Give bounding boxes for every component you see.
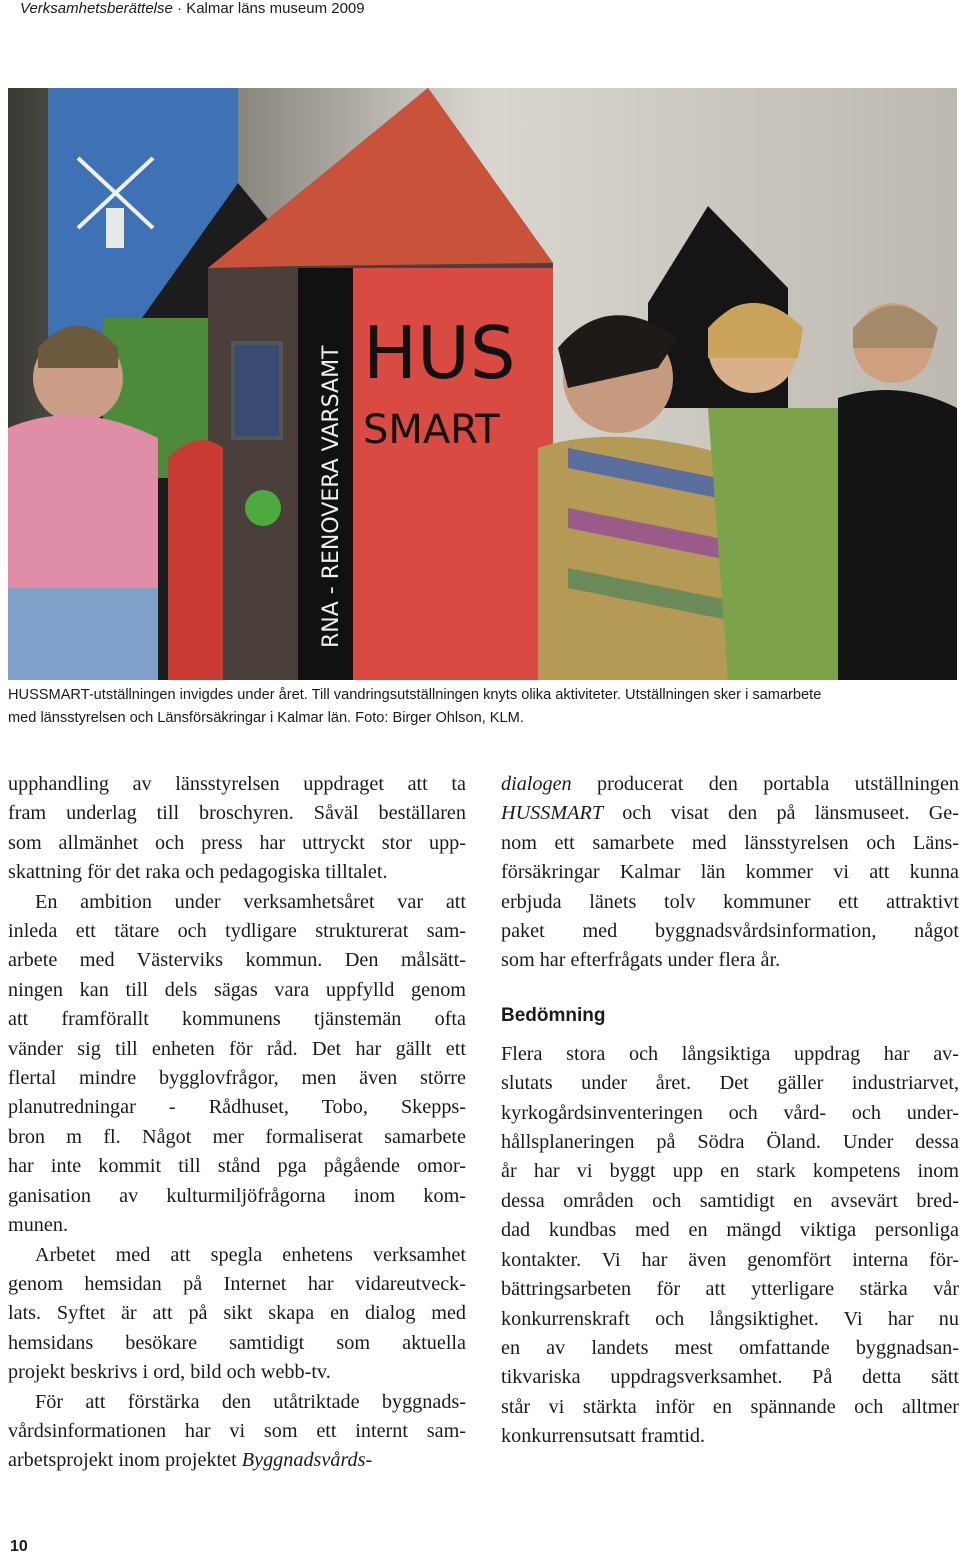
body-line: bron m fl. Något mer formaliserat samarbete	[8, 1125, 466, 1148]
body-line: en av landets mest omfattande byggnadsan-	[501, 1336, 959, 1359]
body-line: som har efterfrågats under flera år.	[501, 949, 781, 972]
body-line	[8, 1446, 466, 1475]
body-line: projekt beskrivs i ord, bild och webb-tv.	[8, 1361, 331, 1384]
body-line	[501, 770, 959, 799]
body-italic: Byggnadsvårds-	[241, 1449, 373, 1472]
green-badge	[245, 490, 281, 526]
body-line: kyrkogårdsinventeringen och vård- och under-	[501, 1101, 959, 1124]
right-column	[501, 770, 959, 1452]
body-line: konkurrensutsatt framtid.	[501, 1425, 706, 1448]
body-line: ganisation av kulturmiljöfrågorna inom kom-	[8, 1184, 466, 1207]
body-line: arbete med Västerviks kommun. Den målsätt-	[8, 949, 466, 972]
body-line: skattning för det raka och pedagogiska tilltalet.	[8, 861, 388, 884]
running-header	[20, 0, 365, 22]
header-separator: ·	[172, 0, 187, 17]
body-line: att framförallt kommunens tjänstemän ofta	[8, 1008, 466, 1031]
body-text: och visat den på länsmuseet. Ge-	[603, 802, 959, 825]
caption-line: med länsstyrelsen och Länsförsäkringar i Kalmar län. Foto: Birger Ohlson, KLM.	[8, 710, 524, 726]
section-heading: Bedömning	[501, 1004, 606, 1026]
sign-vertical: RNA - RENOVERA VARSAMT	[319, 345, 344, 648]
left-column	[8, 770, 466, 1476]
body-line: Arbetet med att spegla enhetens verksamhet	[35, 1243, 466, 1266]
photo-illustration	[8, 88, 957, 680]
body-line: som allmänhet och press har uttryckt stor upp-	[8, 831, 466, 854]
body-line	[501, 799, 959, 828]
body-line: nom ett samarbete med länsstyrelsen och Läns-	[501, 831, 959, 854]
body-italic: HUSSMART	[501, 802, 604, 825]
body-line: hemsidans besökare samtidigt som aktuella	[8, 1331, 466, 1354]
sign-smart: SMART	[363, 407, 500, 453]
page-number: 10	[10, 1538, 28, 1555]
body-line: genom hemsidan på Internet har vidareutveck-	[8, 1272, 466, 1295]
body-line: dad kundbas med en mängd viktiga personliga	[501, 1219, 959, 1242]
body-line: vänder sig till enheten för råd. Det har gällt ett	[8, 1037, 466, 1060]
body-line: En ambition under verksamhetsåret var att	[35, 890, 466, 913]
body-text: producerat den portabla utställningen	[571, 773, 959, 795]
body-line: kontakter. Vi har även genomfört interna för-	[501, 1248, 959, 1271]
body-line: paket med byggnadsvårdsinformation, något	[501, 920, 959, 943]
body-line: år har vi byggt upp en stark kompetens inom	[501, 1160, 959, 1183]
body-line: försäkringar Kalmar län kommer vi att kunna	[501, 861, 959, 884]
body-line: Flera stora och långsiktiga uppdrag har av-	[501, 1042, 959, 1065]
body-line: bättringsarbeten för att ytterligare stärka vår	[501, 1278, 959, 1301]
body-line: fram underlag till broschyren. Såväl beställaren	[8, 802, 466, 825]
body-line: tikvariska uppdragsverksamhet. På detta sätt	[501, 1366, 959, 1389]
body-line: inleda ett tätare och tydligare strukturerat sam-	[8, 920, 466, 943]
exhibition-photo	[8, 88, 957, 680]
body-line: erbjuda länets tolv kommuner ett attraktivt	[501, 890, 959, 913]
body-line: står vi stärkta inför en spännande och alltmer	[501, 1395, 959, 1418]
body-line: konkurrenskraft och långsiktighet. Vi har nu	[501, 1307, 959, 1330]
body-line: munen.	[8, 1214, 68, 1237]
body-line: slutats under året. Det gäller industriarvet,	[501, 1072, 959, 1095]
body-line: hållsplaneringen på Södra Öland. Under dessa	[501, 1131, 959, 1154]
visitor-red-shirt	[168, 440, 223, 680]
body-line: lats. Syftet är att på sikt skapa en dialog med	[8, 1302, 466, 1325]
sign-hus: HUS	[363, 311, 516, 395]
body-line: dessa områden och samtidigt en avsevärt bred-	[501, 1189, 959, 1212]
body-line: ningen kan till dels sägas vara uppfylld genom	[8, 978, 466, 1001]
photo-caption	[8, 684, 953, 730]
body-line: För att förstärka den utåtriktade byggnads-	[35, 1390, 466, 1413]
body-text: arbetsprojekt inom projektet	[8, 1449, 242, 1472]
body-line: upphandling av länsstyrelsen uppdraget att ta	[8, 773, 466, 795]
house-window	[233, 343, 281, 438]
body-italic: dialogen	[501, 773, 572, 795]
body-line: vårdsinformationen har vi som ett internt sam-	[8, 1419, 466, 1442]
header-series: Verksamhetsberättelse	[20, 0, 173, 17]
header-title: Kalmar läns museum 2009	[186, 0, 365, 17]
caption-line: HUSSMART-utställningen invigdes under året. Till vandringsutställningen knyts olika aktiviteter. Utställningen sker i samarbete	[8, 687, 822, 703]
body-line: planutredningar - Rådhuset, Tobo, Skepps-	[8, 1096, 466, 1119]
body-line: har inte kommit till stånd pga pågående omor-	[8, 1155, 466, 1178]
body-line: flertal mindre bygglovfrågor, men även större	[8, 1067, 466, 1090]
